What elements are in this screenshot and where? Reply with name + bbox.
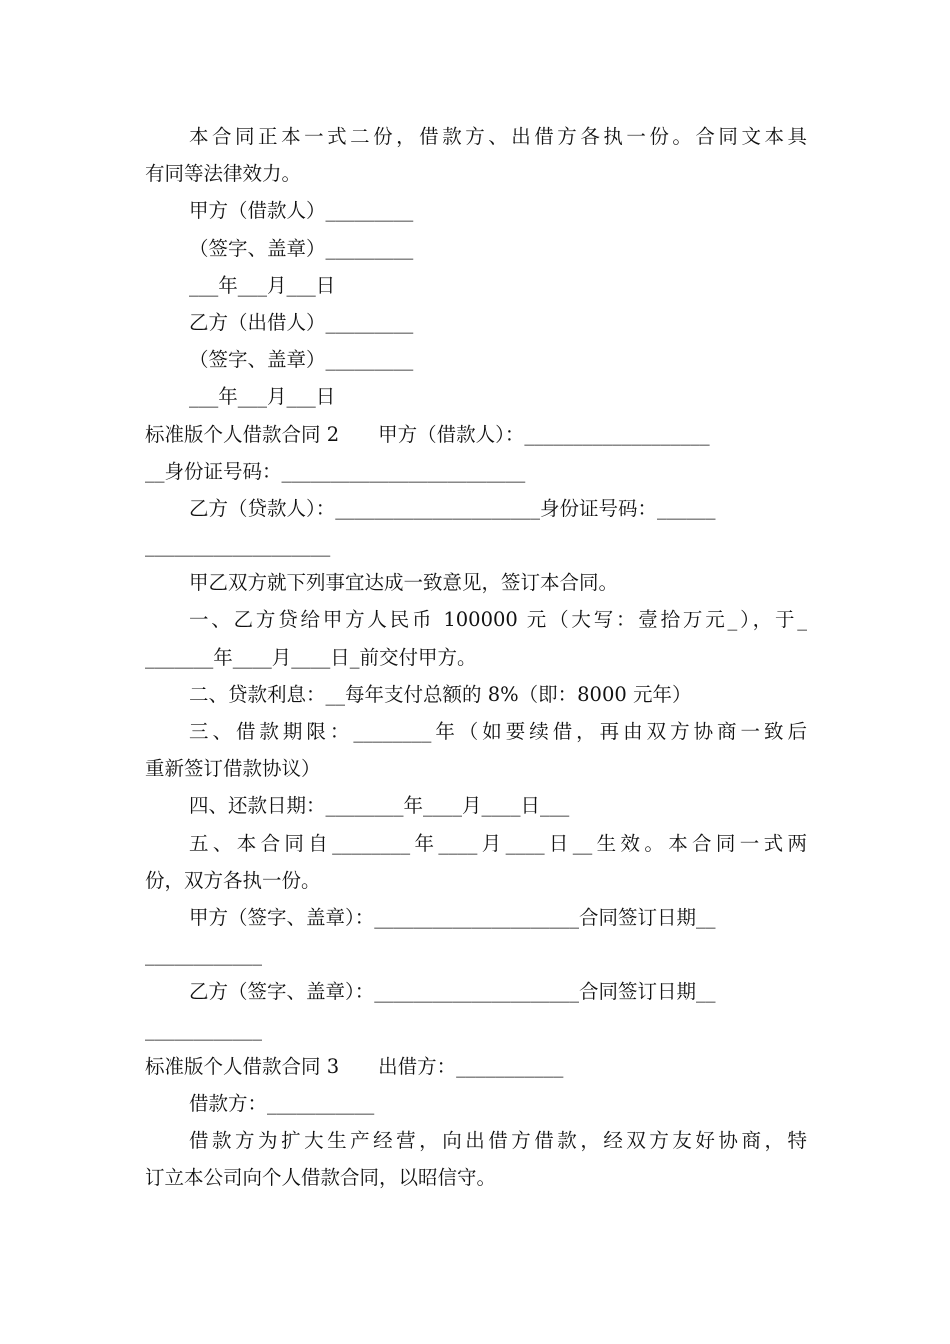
paragraph-copies-line-2: 有同等法律效力。 xyxy=(145,162,302,186)
contract-3-purpose-line-2: 订立本公司向个人借款合同，以昭信守。 xyxy=(145,1166,497,1190)
party-a-signature-line: （签字、盖章）_________ xyxy=(189,236,414,260)
party-b-date-line: ___年___月___日 xyxy=(189,385,336,409)
party-a-sign-date-line: 甲方（签字、盖章）：_____________________合同签订日期__ xyxy=(189,905,716,929)
party-b-sign-date-continued: ____________ xyxy=(145,1017,262,1041)
party-a-sign-date-continued: ____________ xyxy=(145,943,262,967)
clause-1-line-1: 一、乙方贷给甲方人民币 100000 元（大写：壹拾万元_），于_ xyxy=(189,608,807,632)
contract-2-party-b-line: 乙方（贷款人）：_____________________身份证号码：______ xyxy=(189,496,716,520)
contract-2-party-b-id-line: ___________________ xyxy=(145,534,331,558)
contract-2-agreement-line: 甲乙双方就下列事宜达成一致意见，签订本合同。 xyxy=(189,571,619,595)
clause-5-line-2: 份，双方各执一份。 xyxy=(145,868,321,892)
party-a-borrower-line: 甲方（借款人）_________ xyxy=(189,199,414,223)
document-body xyxy=(145,118,807,1196)
party-b-lender-line: 乙方（出借人）_________ xyxy=(189,310,414,334)
clause-3-line-1: 三、借款期限：________年（如要续借，再由双方协商一致后 xyxy=(189,720,807,743)
contract-3-borrower-line: 借款方：___________ xyxy=(189,1091,375,1115)
clause-4-line: 四、还款日期：________年____月____日___ xyxy=(189,794,570,818)
party-b-sign-date-line: 乙方（签字、盖章）：_____________________合同签订日期__ xyxy=(189,980,716,1004)
party-a-date-line: ___年___月___日 xyxy=(189,273,336,297)
contract-2-id-line: __身份证号码：_________________________ xyxy=(145,459,526,483)
clause-2-line: 二、贷款利息：__每年支付总额的 8%（即：8000 元年） xyxy=(189,682,692,706)
clause-3-line-2: 重新签订借款协议） xyxy=(145,757,321,781)
clause-5-line-1: 五、本合同自________年____月____日__生效。本合同一式两 xyxy=(189,831,807,855)
contract-3-purpose-line-1: 借款方为扩大生产经营，向出借方借款，经双方友好协商，特 xyxy=(189,1129,807,1153)
party-b-signature-line: （签字、盖章）_________ xyxy=(189,348,414,372)
paragraph-copies-line-1: 本合同正本一式二份，借款方、出借方各执一份。合同文本具 xyxy=(189,125,807,148)
contract-3-heading-line: 标准版个人借款合同 3 出借方：___________ xyxy=(145,1054,564,1078)
clause-1-line-2: _______年____月____日_前交付甲方。 xyxy=(145,645,477,669)
contract-2-heading-line: 标准版个人借款合同 2 甲方（借款人）：___________________ xyxy=(145,422,710,446)
